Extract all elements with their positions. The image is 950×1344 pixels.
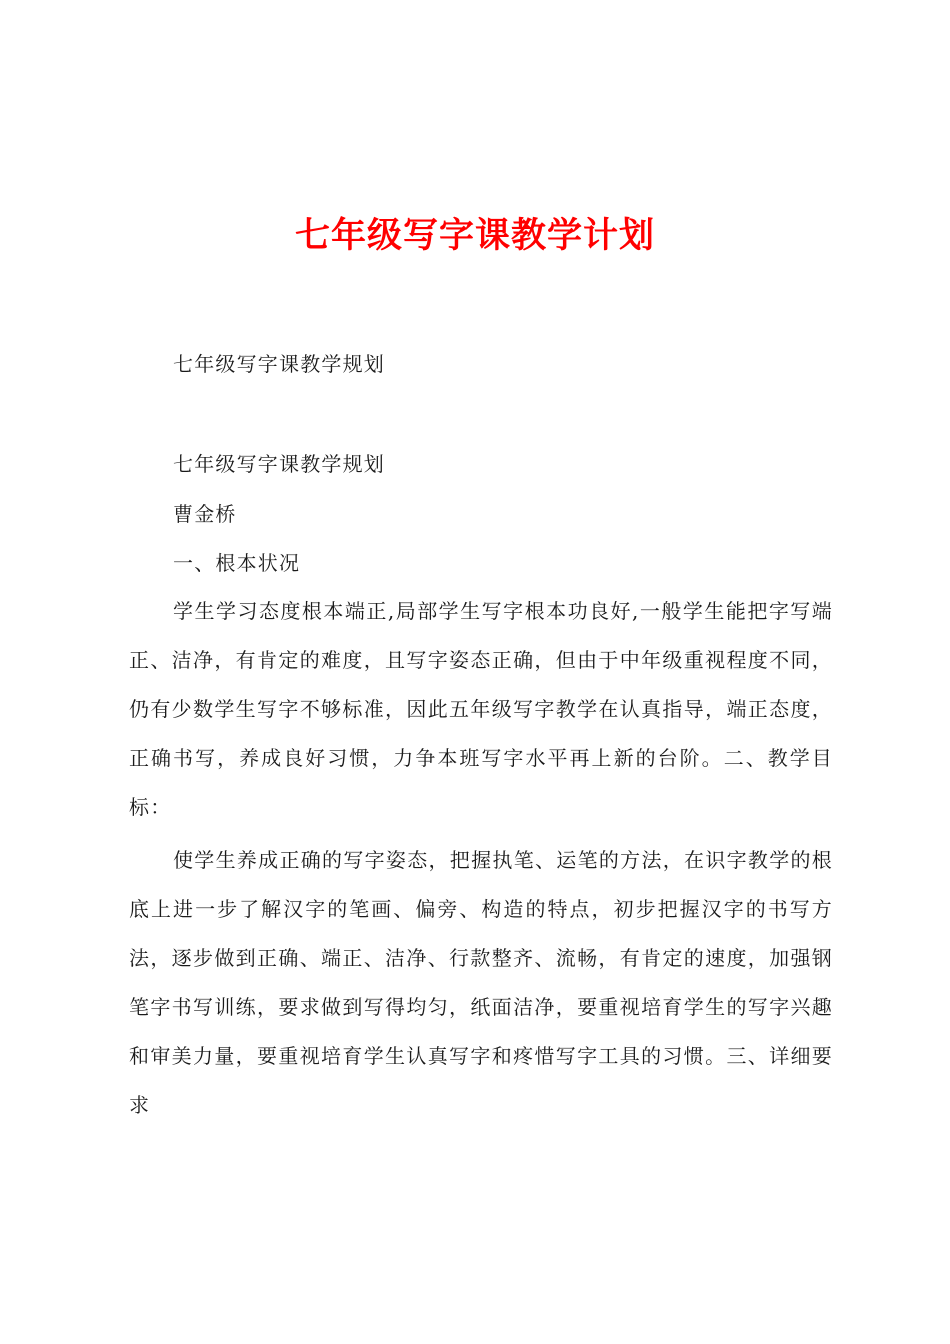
paragraph-situation: 学生学习态度根本端正,局部学生写字根本功良好,一般学生能把字写端正、洁净，有肯定的难度，且写字姿态正确，但由于中年级重视程度不同，仍有少数学生写字不够标准，因此五年级写字教学在认真指导，端正态度，正确书写，养成良好习惯，力争本班写字水平再上新的台阶。二、教学目标： [129,599,833,819]
subtitle-line-repeat: 七年级写字课教学规划 [173,452,385,476]
paragraph-goals: 使学生养成正确的写字姿态，把握执笔、运笔的方法，在识字教学的根底上进一步了解汉字的笔画、偏旁、构造的特点，初步把握汉字的书写方法，逐步做到正确、端正、洁净、行款整齐、流畅，有肯定的速度，加强钢笔字书写训练，要求做到写得均匀，纸面洁净，要重视培育学生的写字兴趣和审美力量，要重视培育学生认真写字和疼惜写字工具的习惯。三、详细要求 [129,848,833,1117]
author-name: 曹金桥 [173,502,237,526]
section-heading: 一、根本状况 [173,551,301,575]
subtitle-line: 七年级写字课教学规划 [173,352,385,376]
document-title: 七年级写字课教学计划 [294,215,655,256]
